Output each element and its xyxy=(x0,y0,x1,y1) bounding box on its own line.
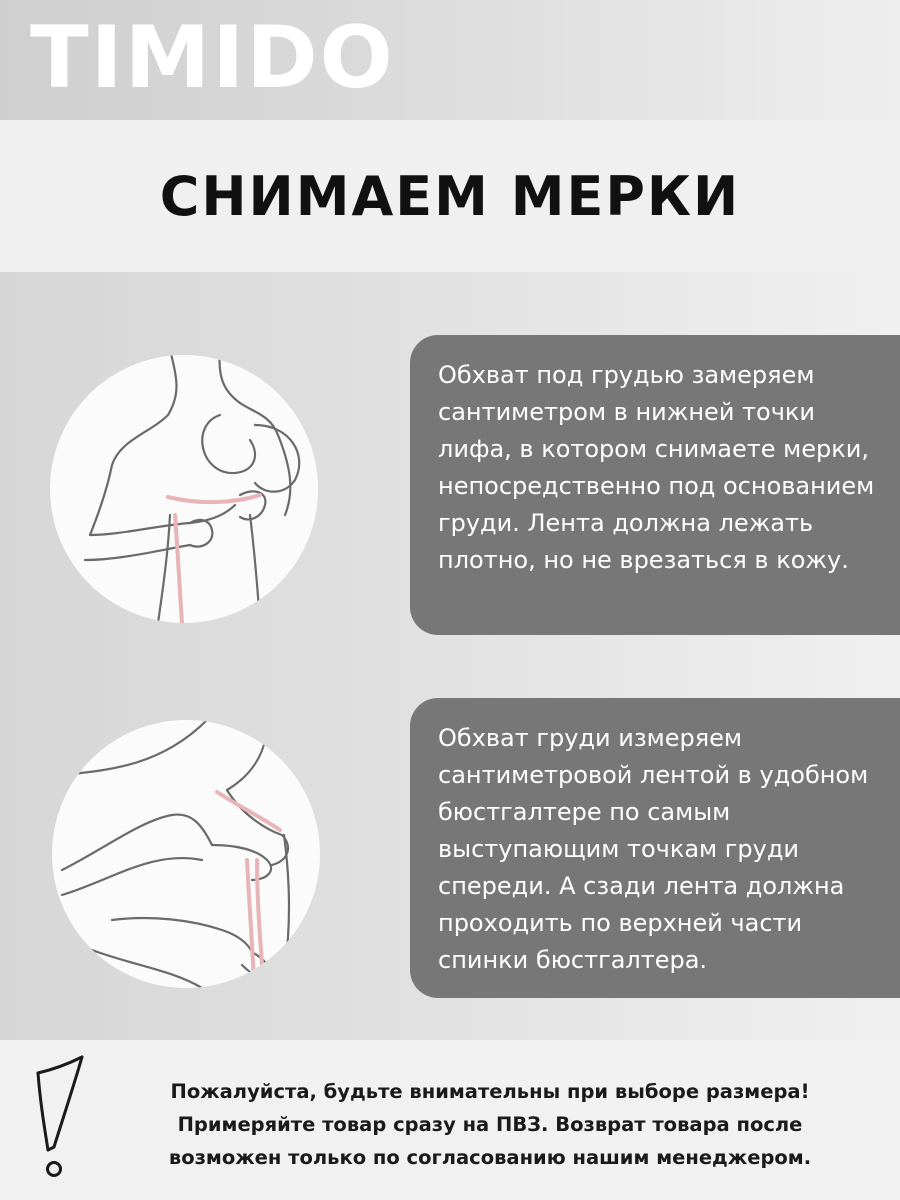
underbust-instruction-card xyxy=(410,335,900,635)
exclamation-icon xyxy=(30,1055,90,1189)
bust-instruction-card xyxy=(410,698,900,998)
notice-line: Пожалуйста, будьте внимательны при выборе размера! xyxy=(170,1080,810,1103)
page-title: СНИМАЕМ МЕРКИ xyxy=(159,165,741,228)
notice-line: Примеряйте товар сразу на ПВЗ. Возврат товара после xyxy=(177,1113,803,1136)
bust-measure-illustration xyxy=(52,720,320,988)
brand-logo: TIMIDO xyxy=(30,8,395,108)
underbust-measure-illustration xyxy=(50,355,318,623)
header-band xyxy=(0,0,900,120)
notice-text xyxy=(110,1075,870,1174)
underbust-instruction-text: Обхват под грудью замеряем сантиметром в нижней точки лифа, в котором снимаете мерки, непосредственно под основанием груди. Лента должна лежать плотно, но не врезаться в кожу. xyxy=(438,361,875,574)
bust-instruction-text: Обхват груди измеряем сантиметровой лентой в удобном бюстгалтере по самым выступающим точкам груди спереди. А сзади лента должна проходить по верхней части спинки бюстгалтера. xyxy=(438,724,869,974)
notice-line: возможен только по согласованию нашим менеджером. xyxy=(168,1146,812,1169)
